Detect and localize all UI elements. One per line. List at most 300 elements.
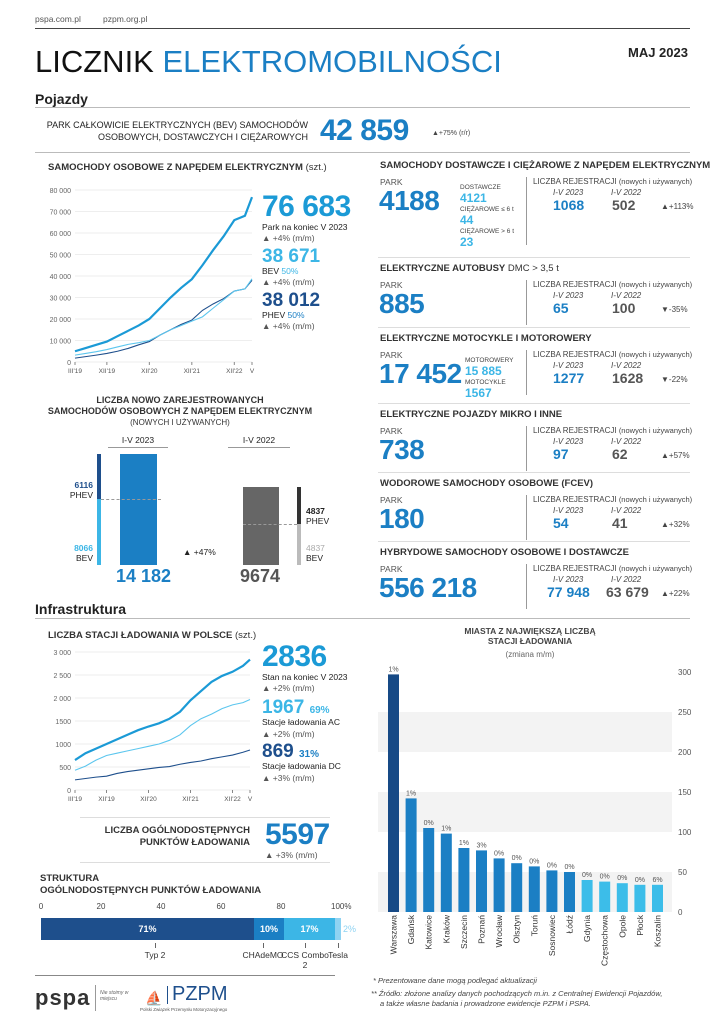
footnote: * Prezentowane dane mogą podlegać aktualizacji xyxy=(373,976,537,985)
category-title xyxy=(380,263,559,274)
x-tick-label: XII'22 xyxy=(224,796,241,803)
y-tick-label: 50 xyxy=(678,868,687,877)
sub-label: CIĘŻAROWE > 6 t xyxy=(460,228,514,235)
reg-label xyxy=(533,280,692,289)
series-line-park xyxy=(75,197,252,351)
title-text: ELEKTRYCZNE POJAZDY MIKRO I INNE xyxy=(380,409,563,420)
title-part: ELEKTROMOBILNOŚCI xyxy=(162,44,502,79)
bev-park-delta: ▲+75% (r/r) xyxy=(432,130,471,137)
reg-label xyxy=(533,426,692,435)
suffix: (nowych i używanych) xyxy=(618,350,693,359)
reg-year-2023: I-V 2023 xyxy=(553,506,584,515)
segment-3 xyxy=(335,918,341,940)
bar-15 xyxy=(652,885,663,912)
suffix: (nowych i używanych) xyxy=(618,280,693,289)
reg-2023-value: 1277 xyxy=(553,370,585,386)
reg-2023-value: 54 xyxy=(553,515,569,531)
reg-year-2022: I-V 2022 xyxy=(611,506,642,515)
bar-label: 0% xyxy=(423,820,434,827)
cars-phev-label xyxy=(262,310,305,320)
park-value: 17 452 xyxy=(379,358,462,389)
bar-1 xyxy=(406,798,417,912)
label: LICZBA REJESTRACJI xyxy=(533,426,617,435)
divider xyxy=(526,426,527,471)
category-title xyxy=(380,547,629,558)
bar-label: 0% xyxy=(599,873,610,881)
points-label xyxy=(60,825,250,849)
divider xyxy=(526,495,527,540)
park-label: PARK xyxy=(380,495,403,505)
x-tick-label: XII'20 xyxy=(141,368,158,375)
park-label: PARK xyxy=(380,426,403,436)
suffix: (nowych i używanych) xyxy=(618,177,693,186)
park-value: 738 xyxy=(379,434,425,465)
unit: (szt.) xyxy=(305,162,327,173)
link-pspa[interactable]: pspa.com.pl xyxy=(35,14,81,24)
stations-total-delta: ▲ +2% (m/m) xyxy=(262,683,315,693)
sub-label: CIĘŻAROWE ≤ 6 t xyxy=(460,206,514,213)
bev-park-value: 42 859 xyxy=(320,114,409,147)
label: LICZBA REJESTRACJI xyxy=(533,177,617,186)
suffix: (nowych i używanych) xyxy=(618,426,693,435)
y-tick-label: 3 000 xyxy=(53,650,71,657)
tick xyxy=(263,943,264,948)
title-text: LICZBA STACJI ŁADOWANIA W POLSCE xyxy=(48,630,233,641)
label: LICZBA REJESTRACJI xyxy=(533,564,617,573)
y-tick-label: 1500 xyxy=(55,719,71,726)
title-text: SAMOCHODY DOSTAWCZE I CIĘŻAROWE Z NAPĘDEM ELEKTRYCZNYM xyxy=(380,160,711,171)
label: LICZBA REJESTRACJI xyxy=(533,495,617,504)
city-label: Toruń xyxy=(529,915,540,937)
reg-delta: ▲+57% xyxy=(661,451,690,460)
bar-label: 0% xyxy=(494,850,505,858)
y-tick-label: 300 xyxy=(678,668,692,677)
series-line-ac xyxy=(75,700,250,771)
reg-2022-value: 502 xyxy=(612,197,636,213)
bev-2022-label xyxy=(306,543,325,563)
park-label: PARK xyxy=(380,350,403,360)
share: 69% xyxy=(309,705,330,716)
category-label: Typ 2 xyxy=(144,950,166,960)
sub-label: MOTOROWERY xyxy=(465,357,514,364)
bar-label: 1% xyxy=(441,825,452,833)
title-text: WODOROWE SAMOCHODY OSOBOWE (FCEV) xyxy=(380,478,594,489)
reg-2022-value: 100 xyxy=(612,300,636,316)
cars-line-chart xyxy=(30,180,260,380)
city-label: Sosnowiec xyxy=(546,915,557,957)
reg-2022-value: 1628 xyxy=(612,370,644,386)
city-label: Częstochowa xyxy=(599,915,610,967)
title-part: LICZNIK xyxy=(35,44,154,79)
share: 50% xyxy=(287,310,305,320)
park-value: 180 xyxy=(379,503,425,534)
category-title xyxy=(380,478,593,489)
tick xyxy=(155,943,156,948)
registrations-title xyxy=(30,395,330,428)
title-line: STRUKTURA xyxy=(40,873,100,884)
label: PHEV xyxy=(306,516,330,526)
y-tick-label: 1000 xyxy=(55,742,71,749)
city-label: Poznań xyxy=(476,915,487,944)
y-tick-label: 40 000 xyxy=(49,274,71,281)
city-label: Gdańsk xyxy=(406,915,417,945)
park-label: PARK xyxy=(380,177,403,187)
value: 8066 xyxy=(74,543,93,553)
y-tick-label: 2 000 xyxy=(53,696,71,703)
x-tick-label: XII'19 xyxy=(98,368,116,375)
bev-2023-bar xyxy=(97,499,101,565)
label: LICZBA REJESTRACJI xyxy=(533,280,617,289)
pzpm-emblem-icon: ⛵ xyxy=(145,990,163,1006)
city-label: Opole xyxy=(617,915,628,938)
pzpm-logo: PZPM xyxy=(172,983,228,1005)
y-tick-label: 30 000 xyxy=(49,295,71,303)
share: 31% xyxy=(298,749,319,760)
total-2022-bar xyxy=(243,487,279,565)
share: 50% xyxy=(281,266,299,276)
x-tick-label: 40 xyxy=(156,902,166,911)
divider xyxy=(526,350,527,395)
cars-total-label: Park na koniec V 2023 xyxy=(262,222,348,232)
bar-label: 6% xyxy=(652,876,663,884)
category-title xyxy=(380,333,592,344)
title-text: SAMOCHODY OSOBOWE Z NAPĘDEM ELEKTRYCZNYM xyxy=(48,162,303,173)
stations-chart-title xyxy=(48,630,256,641)
divider xyxy=(35,618,690,619)
reg-label xyxy=(533,495,692,504)
reg-year-2022: I-V 2022 xyxy=(611,575,642,584)
footnote: ** Źródło: złożone analizy danych pochodzących m.in. z Centralnej Ewidencji Pojazdów, xyxy=(371,989,663,998)
value: 4837 xyxy=(306,543,325,553)
bar-9 xyxy=(546,870,557,912)
band xyxy=(378,712,672,752)
section-title: Pojazdy xyxy=(35,91,88,107)
cities-bar-chart xyxy=(370,625,700,970)
divider xyxy=(35,152,690,153)
reg-label xyxy=(533,564,692,573)
bev-2023-label xyxy=(55,543,93,563)
reg-delta: ▲+113% xyxy=(661,202,694,211)
label-line: OSOBOWYCH, DOSTAWCZYCH I CIĘŻAROWYCH xyxy=(97,132,308,142)
bar-label: 1% xyxy=(458,840,469,847)
sub-label: MOTOCYKLE xyxy=(465,379,506,386)
bar-11 xyxy=(582,880,593,912)
link-pzpm[interactable]: pzpm.org.pl xyxy=(103,14,148,24)
title-line: STACJI ŁADOWANIA xyxy=(487,636,573,646)
bar-0 xyxy=(388,674,399,912)
cars-chart-title xyxy=(48,162,327,173)
bar-label: 1% xyxy=(388,666,399,674)
city-label: Katowice xyxy=(423,915,434,950)
reg-year-2023: I-V 2023 xyxy=(553,188,584,197)
total-2023: 14 182 xyxy=(116,566,172,586)
reg-2023-value: 97 xyxy=(553,446,569,462)
bar-label: 0% xyxy=(546,862,557,870)
bar-label: 0% xyxy=(634,876,645,884)
segment-label: 17% xyxy=(300,924,319,934)
divider xyxy=(378,541,690,542)
bar-4 xyxy=(458,848,469,912)
sub-value: 4121 xyxy=(460,191,487,205)
bar-3 xyxy=(441,834,452,912)
y-tick-label: 0 xyxy=(67,360,71,367)
phev-2022-label xyxy=(306,506,329,526)
x-tick-label: III'19 xyxy=(68,368,82,375)
title-text: ELEKTRYCZNE AUTOBUSY xyxy=(380,263,506,274)
cars-bev-label xyxy=(262,266,298,276)
band xyxy=(378,792,672,832)
category-title xyxy=(380,160,710,171)
city-label: Kraków xyxy=(441,915,452,944)
value: 6116 xyxy=(74,480,93,490)
title-line: LICZBA NOWO ZAREJESTROWANYCH xyxy=(96,395,264,405)
reg-year-2022: I-V 2022 xyxy=(611,291,642,300)
reg-2023-value: 1068 xyxy=(553,197,585,213)
divider xyxy=(80,862,330,863)
reg-label xyxy=(533,177,692,186)
phev-2022-bar xyxy=(297,487,301,524)
sub-label: DOSTAWCZE xyxy=(460,184,501,191)
title-line: OGÓLNODOSTĘPNYCH PUNKTÓW ŁADOWANIA xyxy=(40,885,262,896)
footnote: a także własne badania i prowadzone ewidencje PZPM i PSPA. xyxy=(380,999,591,1008)
y-tick-label: 100 xyxy=(678,828,692,837)
bar-10 xyxy=(564,872,575,912)
stations-total: 2836 xyxy=(262,640,327,673)
year-2022-header: I-V 2022 xyxy=(228,435,290,448)
chart-title xyxy=(464,626,595,646)
reg-delta: ▲+32% xyxy=(661,520,690,529)
y-tick-label: 200 xyxy=(678,748,692,757)
label: BEV xyxy=(75,553,93,563)
bar-14 xyxy=(634,885,645,912)
x-tick-label: 60 xyxy=(216,902,226,911)
cars-total: 76 683 xyxy=(262,190,351,223)
label: LICZBA REJESTRACJI xyxy=(533,350,617,359)
x-tick-label: XII'19 xyxy=(98,796,115,803)
points-value: 5597 xyxy=(265,818,330,851)
split-line xyxy=(243,524,297,525)
cars-phev: 38 012 xyxy=(262,290,321,311)
title-suffix: DMC > 3,5 t xyxy=(505,263,559,274)
park-label: PARK xyxy=(380,280,403,290)
divider xyxy=(35,28,690,29)
divider xyxy=(378,403,690,404)
year-2023-header: I-V 2023 xyxy=(108,435,168,448)
points-delta: ▲ +3% (m/m) xyxy=(265,850,318,860)
bar-13 xyxy=(617,883,628,912)
report-date: MAJ 2023 xyxy=(628,45,688,60)
reg-year-2022: I-V 2022 xyxy=(611,188,642,197)
reg-delta: ▲+22% xyxy=(661,589,690,598)
x-tick-label: XII'20 xyxy=(140,796,157,803)
cars-bev: 38 671 xyxy=(262,246,321,267)
x-tick-label: 0 xyxy=(38,902,44,911)
registrations-delta: ▲ +47% xyxy=(183,547,216,557)
divider xyxy=(378,327,690,328)
stations-ac-label: Stacje ładowania AC xyxy=(262,717,340,727)
city-label: Wrocław xyxy=(494,915,505,948)
bar-label: 0% xyxy=(582,872,593,879)
city-label: Łódź xyxy=(564,915,575,934)
total-2022: 9674 xyxy=(240,566,281,586)
divider xyxy=(526,177,527,245)
segment-label: 2% xyxy=(343,924,357,934)
divider xyxy=(95,985,96,1011)
value: 1967 xyxy=(262,697,305,718)
section-title: Infrastruktura xyxy=(35,601,127,617)
phev-2023-label xyxy=(55,480,93,500)
label: BEV xyxy=(262,266,280,276)
series-line-dc xyxy=(75,750,250,780)
x-tick-label: XII'21 xyxy=(183,368,201,375)
reg-year-2022: I-V 2022 xyxy=(611,361,642,370)
bar-7 xyxy=(511,863,522,912)
city-label: Warszawa xyxy=(388,915,399,955)
y-tick-label: 50 000 xyxy=(49,252,71,260)
chart-subtitle: (zmiana m/m) xyxy=(505,650,555,659)
pspa-logo: pspa xyxy=(35,985,91,1010)
divider xyxy=(35,975,335,976)
y-tick-label: 20 000 xyxy=(49,317,71,324)
reg-2023-value: 65 xyxy=(553,300,569,316)
bev-park-label xyxy=(40,119,308,143)
pzpm-subtitle: Polski Związek Przemysłu Motoryzacyjnego xyxy=(140,1007,228,1012)
reg-label xyxy=(533,350,692,359)
label-line: PARK CAŁKOWICIE ELEKTRYCZNYCH (BEV) SAMOCHODÓW xyxy=(46,120,308,130)
value: 4837 xyxy=(306,506,325,516)
bar-2 xyxy=(423,828,434,912)
city-label: Olsztyn xyxy=(511,915,522,944)
y-tick-label: 2 500 xyxy=(53,673,71,680)
stations-ac-delta: ▲ +2% (m/m) xyxy=(262,729,315,739)
reg-year-2023: I-V 2023 xyxy=(553,291,584,300)
reg-2022-value: 62 xyxy=(612,446,628,462)
cars-bev-delta: ▲ +4% (m/m) xyxy=(262,277,315,287)
tick xyxy=(305,943,306,948)
park-value: 885 xyxy=(379,288,425,319)
reg-year-2022: I-V 2022 xyxy=(611,437,642,446)
divider xyxy=(167,986,168,1004)
value: 869 xyxy=(262,741,294,762)
y-tick-label: 250 xyxy=(678,708,692,717)
bev-2022-bar xyxy=(297,524,301,565)
segment-label: 71% xyxy=(138,924,157,934)
y-tick-label: 70 000 xyxy=(49,209,71,217)
y-tick-label: 0 xyxy=(678,908,683,917)
category-label: CHAdeMO xyxy=(242,950,284,960)
stations-total-label: Stan na koniec V 2023 xyxy=(262,672,348,682)
label-line: LICZBA OGÓLNODOSTĘPNYCH xyxy=(104,825,250,836)
y-tick-label: 500 xyxy=(59,765,71,772)
title-text: HYBRYDOWE SAMOCHODY OSOBOWE I DOSTAWCZE xyxy=(380,547,629,558)
city-label: Gdynia xyxy=(582,915,593,942)
label-line: PUNKTÓW ŁADOWANIA xyxy=(139,837,250,848)
bar-12 xyxy=(599,882,610,912)
divider xyxy=(526,280,527,325)
title-line: SAMOCHODÓW OSOBOWYCH Z NAPĘDEM ELEKTRYCZNYM xyxy=(47,406,313,416)
city-label: Płock xyxy=(634,915,645,936)
stations-dc-label: Stacje ładowania DC xyxy=(262,761,341,771)
sub-value: 1567 xyxy=(465,386,492,400)
x-tick-label: V xyxy=(249,368,255,375)
bar-label: 3% xyxy=(476,842,487,850)
bar-label: 0% xyxy=(529,858,540,866)
x-tick-label: XII'21 xyxy=(182,796,199,803)
reg-year-2023: I-V 2023 xyxy=(553,575,584,584)
y-tick-label: 60 000 xyxy=(49,231,71,238)
reg-2022-value: 41 xyxy=(612,515,628,531)
tick xyxy=(338,943,339,948)
band xyxy=(378,872,672,912)
stations-line-chart xyxy=(30,645,260,805)
label: PHEV xyxy=(69,490,93,500)
reg-year-2023: I-V 2023 xyxy=(553,437,584,446)
reg-2023-value: 77 948 xyxy=(547,584,590,600)
reg-2022-value: 63 679 xyxy=(606,584,649,600)
bar-6 xyxy=(494,858,505,912)
total-2023-bar xyxy=(120,454,157,565)
park-value: 4188 xyxy=(379,185,440,216)
category-label: CCS Combo 2 xyxy=(281,950,329,970)
x-tick-label: V xyxy=(247,796,253,803)
reg-year-2023: I-V 2023 xyxy=(553,361,584,370)
y-tick-label: 80 000 xyxy=(49,188,71,195)
stations-dc-delta: ▲ +3% (m/m) xyxy=(262,773,315,783)
bar-label: 0% xyxy=(564,864,575,871)
divider xyxy=(35,107,690,108)
title-line: (NOWYCH I UŻYWANYCH) xyxy=(130,418,230,427)
x-tick-label: 100% xyxy=(331,902,352,911)
split-line xyxy=(101,499,161,500)
bar-8 xyxy=(529,866,540,912)
sub-value: 44 xyxy=(460,213,474,227)
bar-label: 0% xyxy=(617,875,628,883)
segment-label: 10% xyxy=(259,924,278,934)
city-label: Koszalin xyxy=(652,915,663,948)
suffix: (nowych i używanych) xyxy=(618,495,693,504)
cars-total-delta: ▲ +4% (m/m) xyxy=(262,233,315,243)
stations-dc xyxy=(262,741,319,763)
city-label: Szczecin xyxy=(458,915,469,950)
y-tick-label: 0 xyxy=(67,788,71,795)
park-label: PARK xyxy=(380,564,403,574)
divider xyxy=(378,257,690,258)
reg-delta: ▼-22% xyxy=(661,375,688,384)
y-tick-label: 150 xyxy=(678,788,692,797)
structure-title xyxy=(40,873,261,897)
park-value: 556 218 xyxy=(379,572,477,603)
category-label: Tesla xyxy=(328,950,348,960)
title-text: ELEKTRYCZNE MOTOCYKLE I MOTOROWERY xyxy=(380,333,592,344)
title-line: MIASTA Z NAJWIĘKSZĄ LICZBĄ xyxy=(464,626,596,636)
phev-2023-bar xyxy=(97,454,101,499)
category-title xyxy=(380,409,562,420)
y-tick-label: 10 000 xyxy=(49,338,71,346)
suffix: (nowych i używanych) xyxy=(618,564,693,573)
bar-label: 1% xyxy=(406,790,417,798)
bar-label: 0% xyxy=(511,855,522,863)
pspa-tagline: Nie stoimy w miejscu xyxy=(100,990,129,1002)
divider xyxy=(526,564,527,609)
page-title xyxy=(35,44,502,80)
x-tick-label: XII'22 xyxy=(226,368,243,375)
sub-value: 23 xyxy=(460,235,474,249)
sub-value: 15 885 xyxy=(465,364,502,378)
reg-delta: ▼-35% xyxy=(661,305,688,314)
divider xyxy=(378,472,690,473)
stations-ac xyxy=(262,697,330,719)
x-tick-label: 80 xyxy=(276,902,286,911)
